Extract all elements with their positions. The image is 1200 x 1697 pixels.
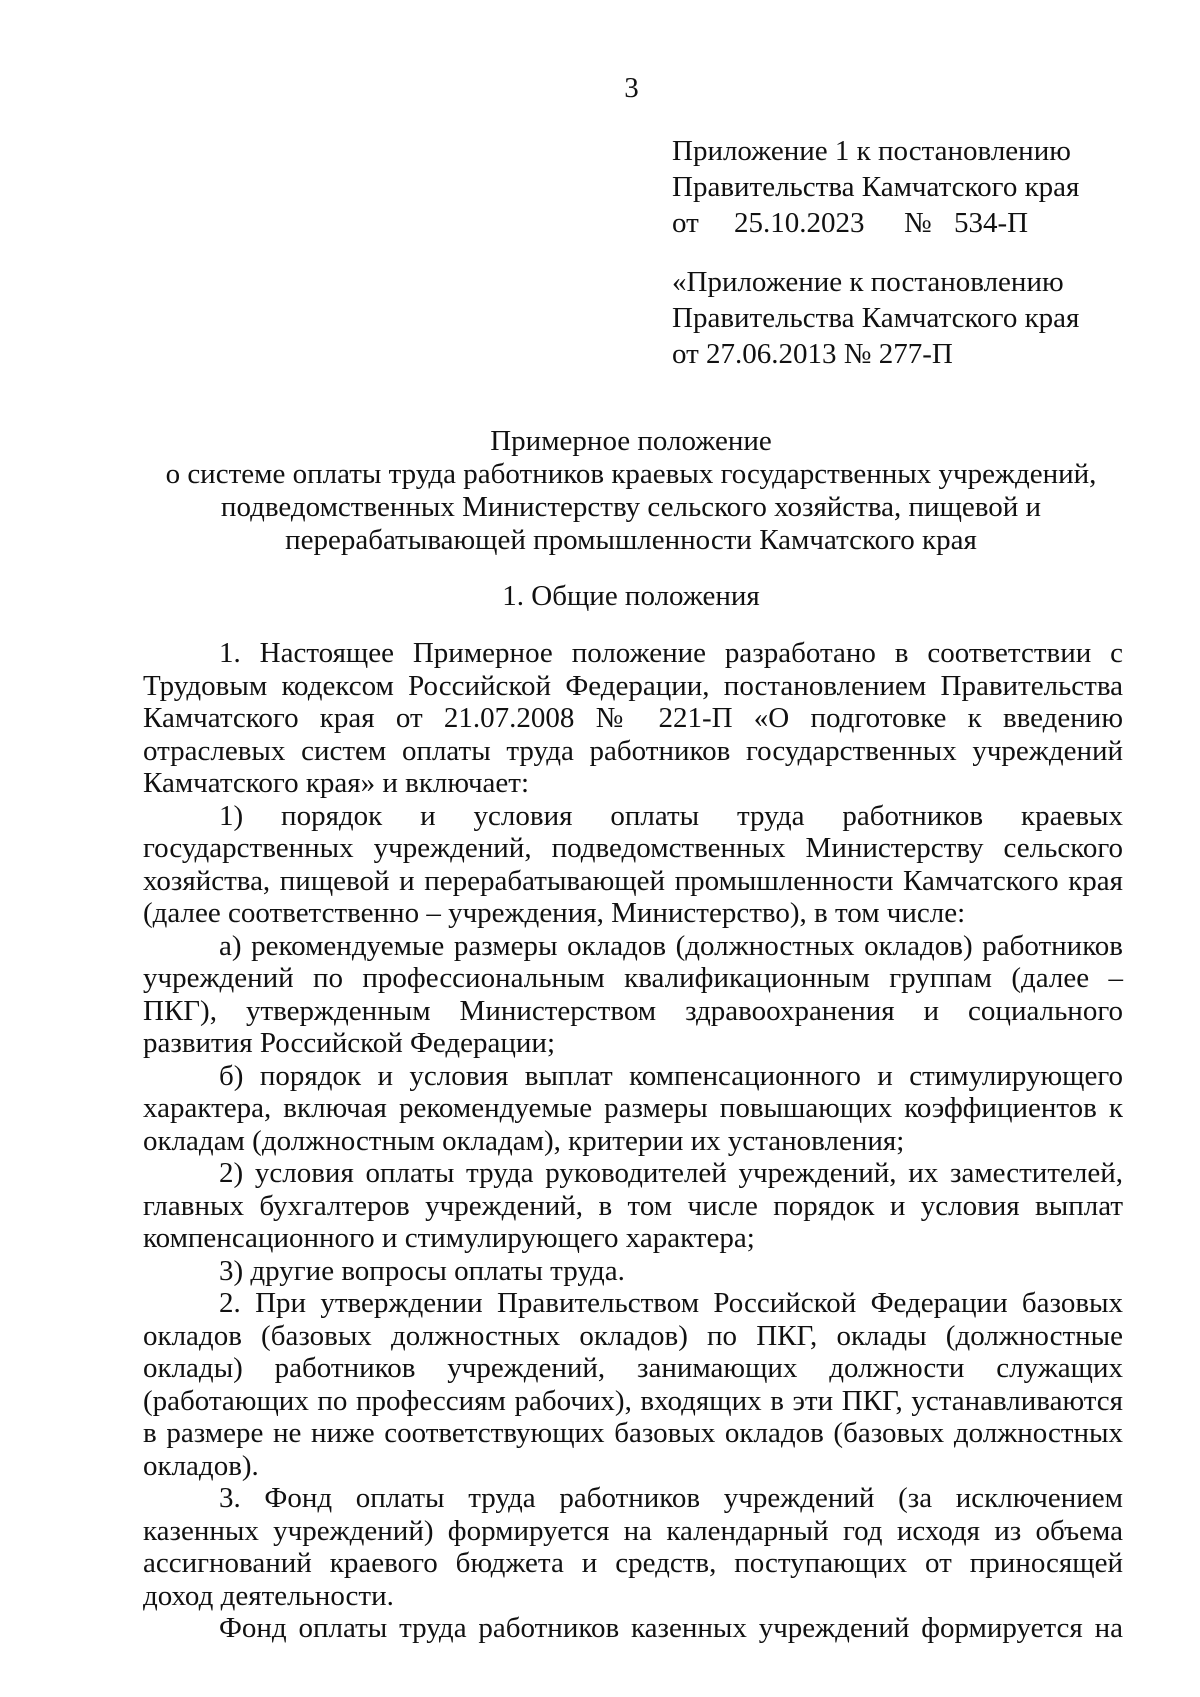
title-line3: подведомственных Министерству сельского хозяйства, пищевой и <box>220 491 1042 523</box>
paragraph: 2. При утверждении Правительством Российской Федерации базовых окладов (базовых должностных окладов) по ПКГ, оклады (должностные оклады) работников учреждений, занимающих должности служащих (работающих по профессиям рабочих), входящих в эти ПКГ, устанавливаются в размере не ниже соответствующих базовых окладов (базовых должностных окладов). <box>143 1287 1123 1482</box>
title-line4: перерабатывающей промышленности Камчатского края <box>285 524 977 556</box>
paragraph: 1) порядок и условия оплаты труда работников краевых государственных учреждений, подведомственных Министерству сельского хозяйства, пищевой и перерабатывающей промышленности Камчатского края (далее соответственно – учреждения, Министерство), в том числе: <box>143 799 1123 929</box>
section-heading: 1. Общие положения <box>502 580 760 612</box>
paragraph: Фонд оплаты труда работников казенных учреждений формируется на <box>219 1612 1123 1644</box>
attachment-2-line3: от 27.06.2013 № 277-П <box>672 338 953 370</box>
attachment-1-line2: Правительства Камчатского края <box>672 171 1080 203</box>
number-sign: № <box>904 207 932 239</box>
title-line1: Примерное положение <box>490 425 772 457</box>
decree-number: 534-П <box>954 207 1029 239</box>
paragraph: б) порядок и условия выплат компенсационного и стимулирующего характера, включая рекомендуемые размеры повышающих коэффициентов к окладам (должностным окладам), критерии их установления; <box>143 1059 1123 1157</box>
title-line2: о системе оплаты труда работников краевых государственных учреждений, <box>165 458 1097 490</box>
attachment-1-line1: Приложение 1 к постановлению <box>672 135 1071 167</box>
date-prefix: от <box>672 207 699 239</box>
attachment-1-header <box>672 133 1142 241</box>
paragraph: 2) условия оплаты труда руководителей учреждений, их заместителей, главных бухгалтеров учреждений, в том числе порядок и условия выплат компенсационного и стимулирующего характера; <box>143 1157 1123 1254</box>
attachment-2-header <box>672 264 1142 372</box>
attachment-2-line1: «Приложение к постановлению <box>672 266 1064 298</box>
attachment-2-line2: Правительства Камчатского края <box>672 302 1080 334</box>
body-text <box>143 637 1123 1645</box>
page-number: 3 <box>624 72 639 104</box>
attachment-1-date-line <box>672 205 1142 241</box>
paragraph: а) рекомендуемые размеры окладов (должностных окладов) работников учреждений по профессиональным квалификационным группам (далее – ПКГ), утвержденным Министерством здравоохранения и социального развития Российской Федерации; <box>143 929 1123 1059</box>
paragraph: 1. Настоящее Примерное положение разработано в соответствии с Трудовым кодексом Российской Федерации, постановлением Правительства Камчатского края от 21.07.2008 № 221-П «О подготовке к введению отраслевых систем оплаты труда работников государственных учреждений Камчатского края» и включает: <box>143 637 1123 799</box>
paragraph: 3. Фонд оплаты труда работников учреждений (за исключением казенных учреждений) формируется на календарный год исходя из объема ассигнований краевого бюджета и средств, поступающих от приносящей доход деятельности. <box>143 1482 1123 1612</box>
decree-date: 25.10.2023 <box>734 207 865 239</box>
paragraph: 3) другие вопросы оплаты труда. <box>219 1254 625 1287</box>
document-title <box>140 425 1122 557</box>
